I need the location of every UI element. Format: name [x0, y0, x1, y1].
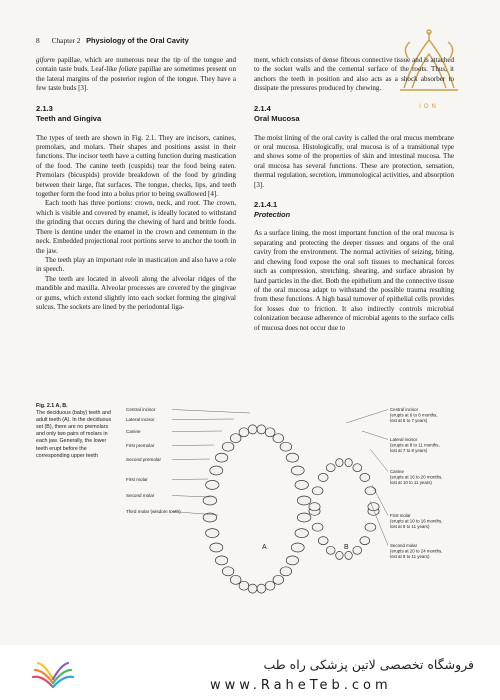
tooth — [273, 575, 284, 584]
tooth — [365, 523, 376, 531]
tooth — [365, 487, 376, 495]
tooth — [210, 543, 223, 552]
text-run: papillae are sometimes present on the lateral margins of the posterior region of the tongue. They have a few taste buds [3]. — [36, 65, 236, 93]
right-column — [254, 56, 454, 333]
tooth-label: (erupts at 10 to 16 months, — [390, 518, 443, 524]
tooth-label: Canine — [126, 429, 141, 434]
tooth — [336, 459, 343, 467]
paragraph: The types of teeth are shown in Fig. 2.1. They are incisors, canines, premolars, and molars. Their shapes and positions assist in their functions. The incisor teeth have a cutting function during mastication of the food. The canine teeth (cuspids) tear the food being eaten. Premolars (bicuspids) provide breakdown of the food by grinding between their large, flat surfaces. The tongue, checks, lips, and teeth together form the food into a bolus prior to being swallowed [4]. — [36, 133, 236, 199]
tooth-label: Central incisor — [126, 407, 156, 412]
tooth — [222, 567, 234, 576]
tooth — [318, 537, 328, 545]
section-title: Teeth and Gingiva — [36, 113, 102, 123]
leader-line — [172, 496, 210, 498]
tooth — [295, 480, 308, 489]
open-book-logo-icon — [30, 653, 76, 693]
tooth — [257, 584, 266, 593]
tooth-label: First molar — [390, 513, 411, 518]
subsection-heading — [254, 200, 454, 219]
tooth — [326, 464, 335, 472]
term-italic: giform — [36, 56, 55, 64]
adult-teeth-labels — [126, 407, 250, 515]
tooth — [265, 428, 275, 437]
tooth-label: lost at 6 to 7 years) — [390, 418, 428, 424]
paragraph: Each tooth has three portions: crown, neck, and root. The crown, which is visible and covered by enamel, is ideally located to withstand the grinding that occurs during the chewing of hard and brittle foods. There is dentine under the enamel in the crown and cementum in the neck. Embedded projectional root portions serve to anchor the tooth in the jaw. — [36, 199, 236, 255]
tooth — [295, 529, 308, 538]
chapter-title: Physiology of the Oral Cavity — [86, 36, 189, 45]
panel-label-b: B — [344, 544, 349, 551]
tooth — [206, 529, 219, 538]
section-heading — [36, 104, 236, 124]
tooth-label: Second premolar — [126, 457, 161, 462]
tooth — [286, 556, 298, 565]
tooth — [312, 523, 323, 531]
tooth-label: Lateral incisor — [390, 437, 418, 442]
tooth — [286, 453, 298, 462]
tooth — [203, 496, 217, 505]
tooth — [215, 556, 227, 565]
tooth-label: (erupts at 8 to 11 months, — [390, 442, 440, 448]
tooth — [353, 464, 362, 472]
tooth — [345, 551, 352, 559]
tooth-label: First molar — [126, 477, 148, 482]
section-number: 2.1.3 — [36, 103, 53, 113]
website-link[interactable]: www.RaheTeb.com — [210, 678, 392, 693]
section-title: Oral Mucosa — [254, 113, 300, 123]
tooth — [336, 551, 343, 559]
panel-label-a: A — [262, 544, 267, 551]
paragraph: ment, which consists of dense fibrous connective tissue and is attached to the socket walls and the cemental surface of the roots. Thus, it anchors the teeth in position and also acts as a shock absorber to dissipate the pressures produced by chewing. — [254, 56, 454, 93]
tooth — [360, 473, 370, 481]
advert-footer — [0, 645, 500, 700]
leader-line — [172, 431, 222, 432]
tooth — [210, 466, 223, 475]
tooth — [265, 581, 275, 590]
paragraph: As a surface lining, the most important function of the oral mucosa is separating and protecting the deeper tissues and organs of the oral cavity from the environment. The normal activities of seizing, biting, and chewing food expose the oral soft tissues to mechanical forces such as compression, stretching, shearing, and surface abrasion by hard particles in the diet. Both the epithelium and the connective tissue of the oral mucosa adapt to withstand the possible trauma resulting from these functions. A high basal turnover of epithelial cells provides for losses due to friction. It also indirectly controls microbial colonization because adherence of microbial agents to the surface cells of mucosa does not occur due to — [254, 229, 454, 332]
tooth-label: lost at 9 to 11 years) — [390, 554, 430, 560]
leader-line — [346, 410, 388, 424]
tooth — [222, 442, 234, 451]
page-number: 8 — [36, 36, 40, 45]
paragraph: The moist lining of the oral cavity is called the oral mucus membrane or oral mucosa. Histologically, oral mucosa is of a transitional type and shows some of the properties of skin and intestinal mucosa. The oral mucosa has several functions. These are protection, sensation, thermal regulation, secretion, immunological activities, and absorption [3]. — [254, 133, 454, 189]
tooth-label: (erupts at 20 to 24 months, — [390, 548, 443, 554]
svg-text:ION: ION — [419, 104, 439, 110]
tooth-label: Central incisor — [390, 407, 419, 412]
tooth — [326, 546, 335, 554]
tooth-label: Canine — [390, 469, 404, 474]
adult-dentition-drawing — [203, 425, 311, 593]
tooth — [215, 453, 227, 462]
left-column — [36, 56, 236, 312]
tooth-label: First premolar — [126, 443, 155, 448]
tooth — [297, 496, 311, 505]
term-italic: foliate — [118, 65, 137, 74]
text-run: papillae, which are numerous near the tip of the tongue and contain taste buds. Leaf-like — [36, 56, 236, 74]
tooth-label: Second molar — [126, 493, 155, 498]
tooth-label: (erupts at 16 to 20 months, — [390, 474, 443, 480]
tooth-label: lost at 9 to 11 years) — [390, 524, 430, 530]
tooth — [248, 425, 257, 434]
tooth-label: Second molar — [390, 543, 418, 548]
leader-line — [362, 431, 388, 440]
paragraph: The teeth play an important role in mastication and also have a role in speech. — [36, 255, 236, 274]
tooth — [248, 584, 257, 593]
tooth — [345, 459, 352, 467]
chapter-label: Chapter 2 — [51, 36, 81, 45]
tooth-label: lost at 10 to 11 years) — [390, 480, 432, 486]
tooth-label: (erupts at 6 to 8 months, — [390, 412, 438, 418]
paragraph: The teeth are located in alveoli along the alveolar ridges of the mandible and maxilla. Alveolar processes are covered by the gingivae or gums, which extend slightly into each socket forming the gingival sulcus. The sockets are lined by the periodontal liga- — [36, 274, 236, 311]
subsection-title: Protection — [254, 210, 291, 220]
tooth — [291, 466, 304, 475]
section-number: 2.1.4 — [254, 103, 271, 113]
leader-line — [172, 479, 208, 480]
subsection-number: 2.1.4.1 — [254, 200, 278, 210]
tooth — [291, 543, 304, 552]
tooth — [312, 487, 323, 495]
tooth — [297, 513, 311, 522]
tooth — [360, 537, 370, 545]
leader-line — [370, 449, 388, 472]
running-head — [36, 36, 189, 45]
tooth — [353, 546, 362, 554]
tooth — [230, 575, 241, 584]
tooth — [273, 434, 284, 443]
store-name: فروشگاه تخصصی لاتین پزشکی راه طب — [263, 657, 474, 672]
tooth — [280, 442, 292, 451]
tooth-label: Lateral incisor — [126, 417, 155, 422]
figure-caption — [36, 403, 114, 460]
leader-line — [172, 445, 214, 446]
tooth — [230, 434, 241, 443]
tooth — [239, 581, 249, 590]
section-heading — [254, 104, 454, 124]
leader-line — [172, 459, 210, 460]
tooth — [309, 503, 320, 511]
tooth-label: lost at 7 to 8 years) — [390, 448, 428, 454]
tooth — [280, 567, 292, 576]
teeth-diagram — [122, 397, 462, 612]
paragraph — [36, 56, 236, 94]
tooth — [239, 428, 249, 437]
figure-caption-text: The deciduous (baby) teeth and adult teeth (A). In the deciduous set (B), there are no premolars and only two pairs of molars in each jaw. Generally, the lower teeth erupt before the corresponding upper teeth — [36, 410, 112, 459]
leader-line — [172, 419, 234, 420]
leader-line — [172, 410, 250, 414]
tooth — [318, 473, 328, 481]
tooth — [206, 480, 219, 489]
figure-label: Fig. 2.1 A, B. — [36, 403, 68, 409]
tooth — [257, 425, 266, 434]
deciduous-teeth-labels — [346, 407, 442, 559]
tooth-label: Third molar (wisdom tooth) — [126, 509, 181, 514]
